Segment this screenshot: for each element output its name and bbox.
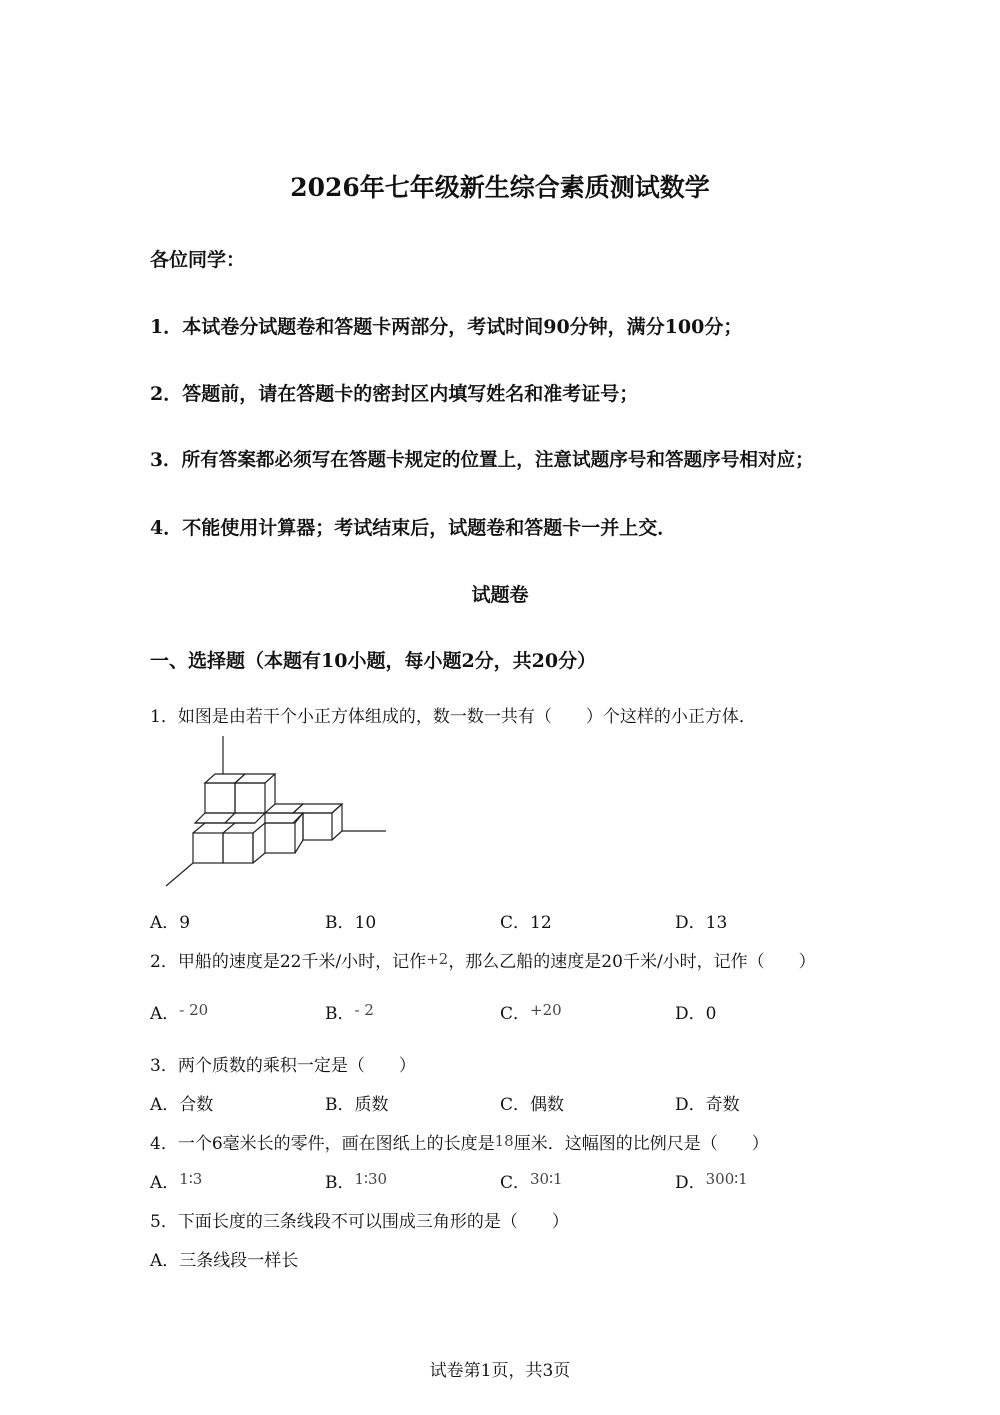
math-expression: - 2 [354, 1001, 374, 1019]
option-value: 合数 [179, 1095, 214, 1115]
question-2-stem [150, 947, 816, 972]
instruction-4: 4．不能使用计算器；考试结束后，试题卷和答题卡一并上交． [150, 517, 677, 539]
page-title: 2026年七年级新生综合素质测试数学 [290, 173, 710, 202]
math-expression: 30∶1 [530, 1170, 563, 1188]
option-label: A． [150, 1251, 180, 1271]
instruction-1: 1．本试卷分试题卷和答题卡两部分，考试时间90分钟，满分100分； [150, 316, 743, 338]
section-title: 试题卷 [471, 584, 529, 606]
math-expression: 1∶30 [354, 1170, 388, 1188]
option-label: D． [675, 1095, 706, 1115]
q2-option-d[interactable] [675, 999, 716, 1024]
stem-text: ，那么乙船的速度是20千米/小时，记作（ ） [448, 952, 816, 972]
q4-option-a[interactable] [150, 1168, 202, 1193]
q3-option-c[interactable] [500, 1090, 564, 1115]
q3-option-b[interactable] [325, 1090, 389, 1115]
option-label: B． [325, 913, 355, 933]
option-value: 13 [705, 913, 728, 933]
option-label: B． [325, 1173, 355, 1193]
instruction-2: 2．答题前，请在答题卡的密封区内填写姓名和准考证号； [150, 383, 639, 405]
option-value: 12 [530, 913, 552, 933]
option-label: B． [325, 1004, 355, 1024]
option-value: 9 [179, 913, 191, 933]
q2-option-b[interactable] [325, 999, 374, 1024]
option-label: D． [675, 913, 706, 933]
question-5-stem: 5．下面长度的三条线段不可以围成三角形的是（ ） [150, 1212, 569, 1232]
q2-option-a[interactable] [150, 999, 208, 1024]
q3-option-a[interactable] [150, 1090, 213, 1115]
option-value: 偶数 [530, 1095, 565, 1115]
stem-text: 4．一个6毫米长的零件，画在图纸上的长度是 [150, 1134, 495, 1154]
q4-option-b[interactable] [325, 1168, 387, 1193]
stem-text: 2．甲船的速度是22千米/小时，记作 [150, 952, 427, 972]
page-footer: 试卷第1页，共3页 [429, 1361, 571, 1381]
option-label: A． [150, 1095, 180, 1115]
greeting: 各位同学： [150, 249, 246, 271]
q1-option-c[interactable] [500, 908, 552, 933]
option-label: D． [675, 1004, 706, 1024]
q1-option-b[interactable] [325, 908, 376, 933]
q3-option-d[interactable] [675, 1090, 740, 1115]
option-value: 质数 [354, 1095, 389, 1115]
math-expression: 18 [494, 1132, 514, 1150]
option-value: 三条线段一样长 [179, 1251, 299, 1271]
math-expression: - 20 [179, 1001, 209, 1019]
option-label: C． [500, 1095, 531, 1115]
math-expression: +20 [530, 1001, 562, 1019]
option-value: 奇数 [705, 1095, 740, 1115]
question-1-stem: 1．如图是由若干个小正方体组成的，数一数一共有（ ）个这样的小正方体． [150, 707, 756, 727]
question-4-stem [150, 1129, 769, 1154]
question-3-stem: 3．两个质数的乘积一定是（ ） [150, 1056, 416, 1076]
option-label: B． [325, 1095, 355, 1115]
option-label: C． [500, 1004, 531, 1024]
option-value: 0 [705, 1004, 717, 1024]
part-one-heading: 一、选择题（本题有10小题，每小题2分，共20分） [150, 650, 597, 672]
option-label: A． [150, 1173, 180, 1193]
q1-option-a[interactable] [150, 908, 190, 933]
math-expression: +2 [426, 950, 449, 968]
option-label: C． [500, 913, 531, 933]
math-expression: 300∶1 [705, 1170, 748, 1188]
option-label: A． [150, 1004, 180, 1024]
cube-stack-figure [160, 733, 400, 893]
q4-option-c[interactable] [500, 1168, 563, 1193]
q2-option-c[interactable] [500, 999, 562, 1024]
option-value: 10 [354, 913, 377, 933]
q1-option-d[interactable] [675, 908, 727, 933]
option-label: A． [150, 913, 180, 933]
math-expression: 1∶3 [179, 1170, 203, 1188]
q5-option-a[interactable] [150, 1246, 298, 1271]
stem-text: 厘米．这幅图的比例尺是（ ） [513, 1134, 769, 1154]
option-label: D． [675, 1173, 706, 1193]
instruction-3: 3．所有答案都必须写在答题卡规定的位置上，注意试题序号和答题序号相对应； [150, 450, 814, 471]
option-label: C． [500, 1173, 531, 1193]
q4-option-d[interactable] [675, 1168, 748, 1193]
